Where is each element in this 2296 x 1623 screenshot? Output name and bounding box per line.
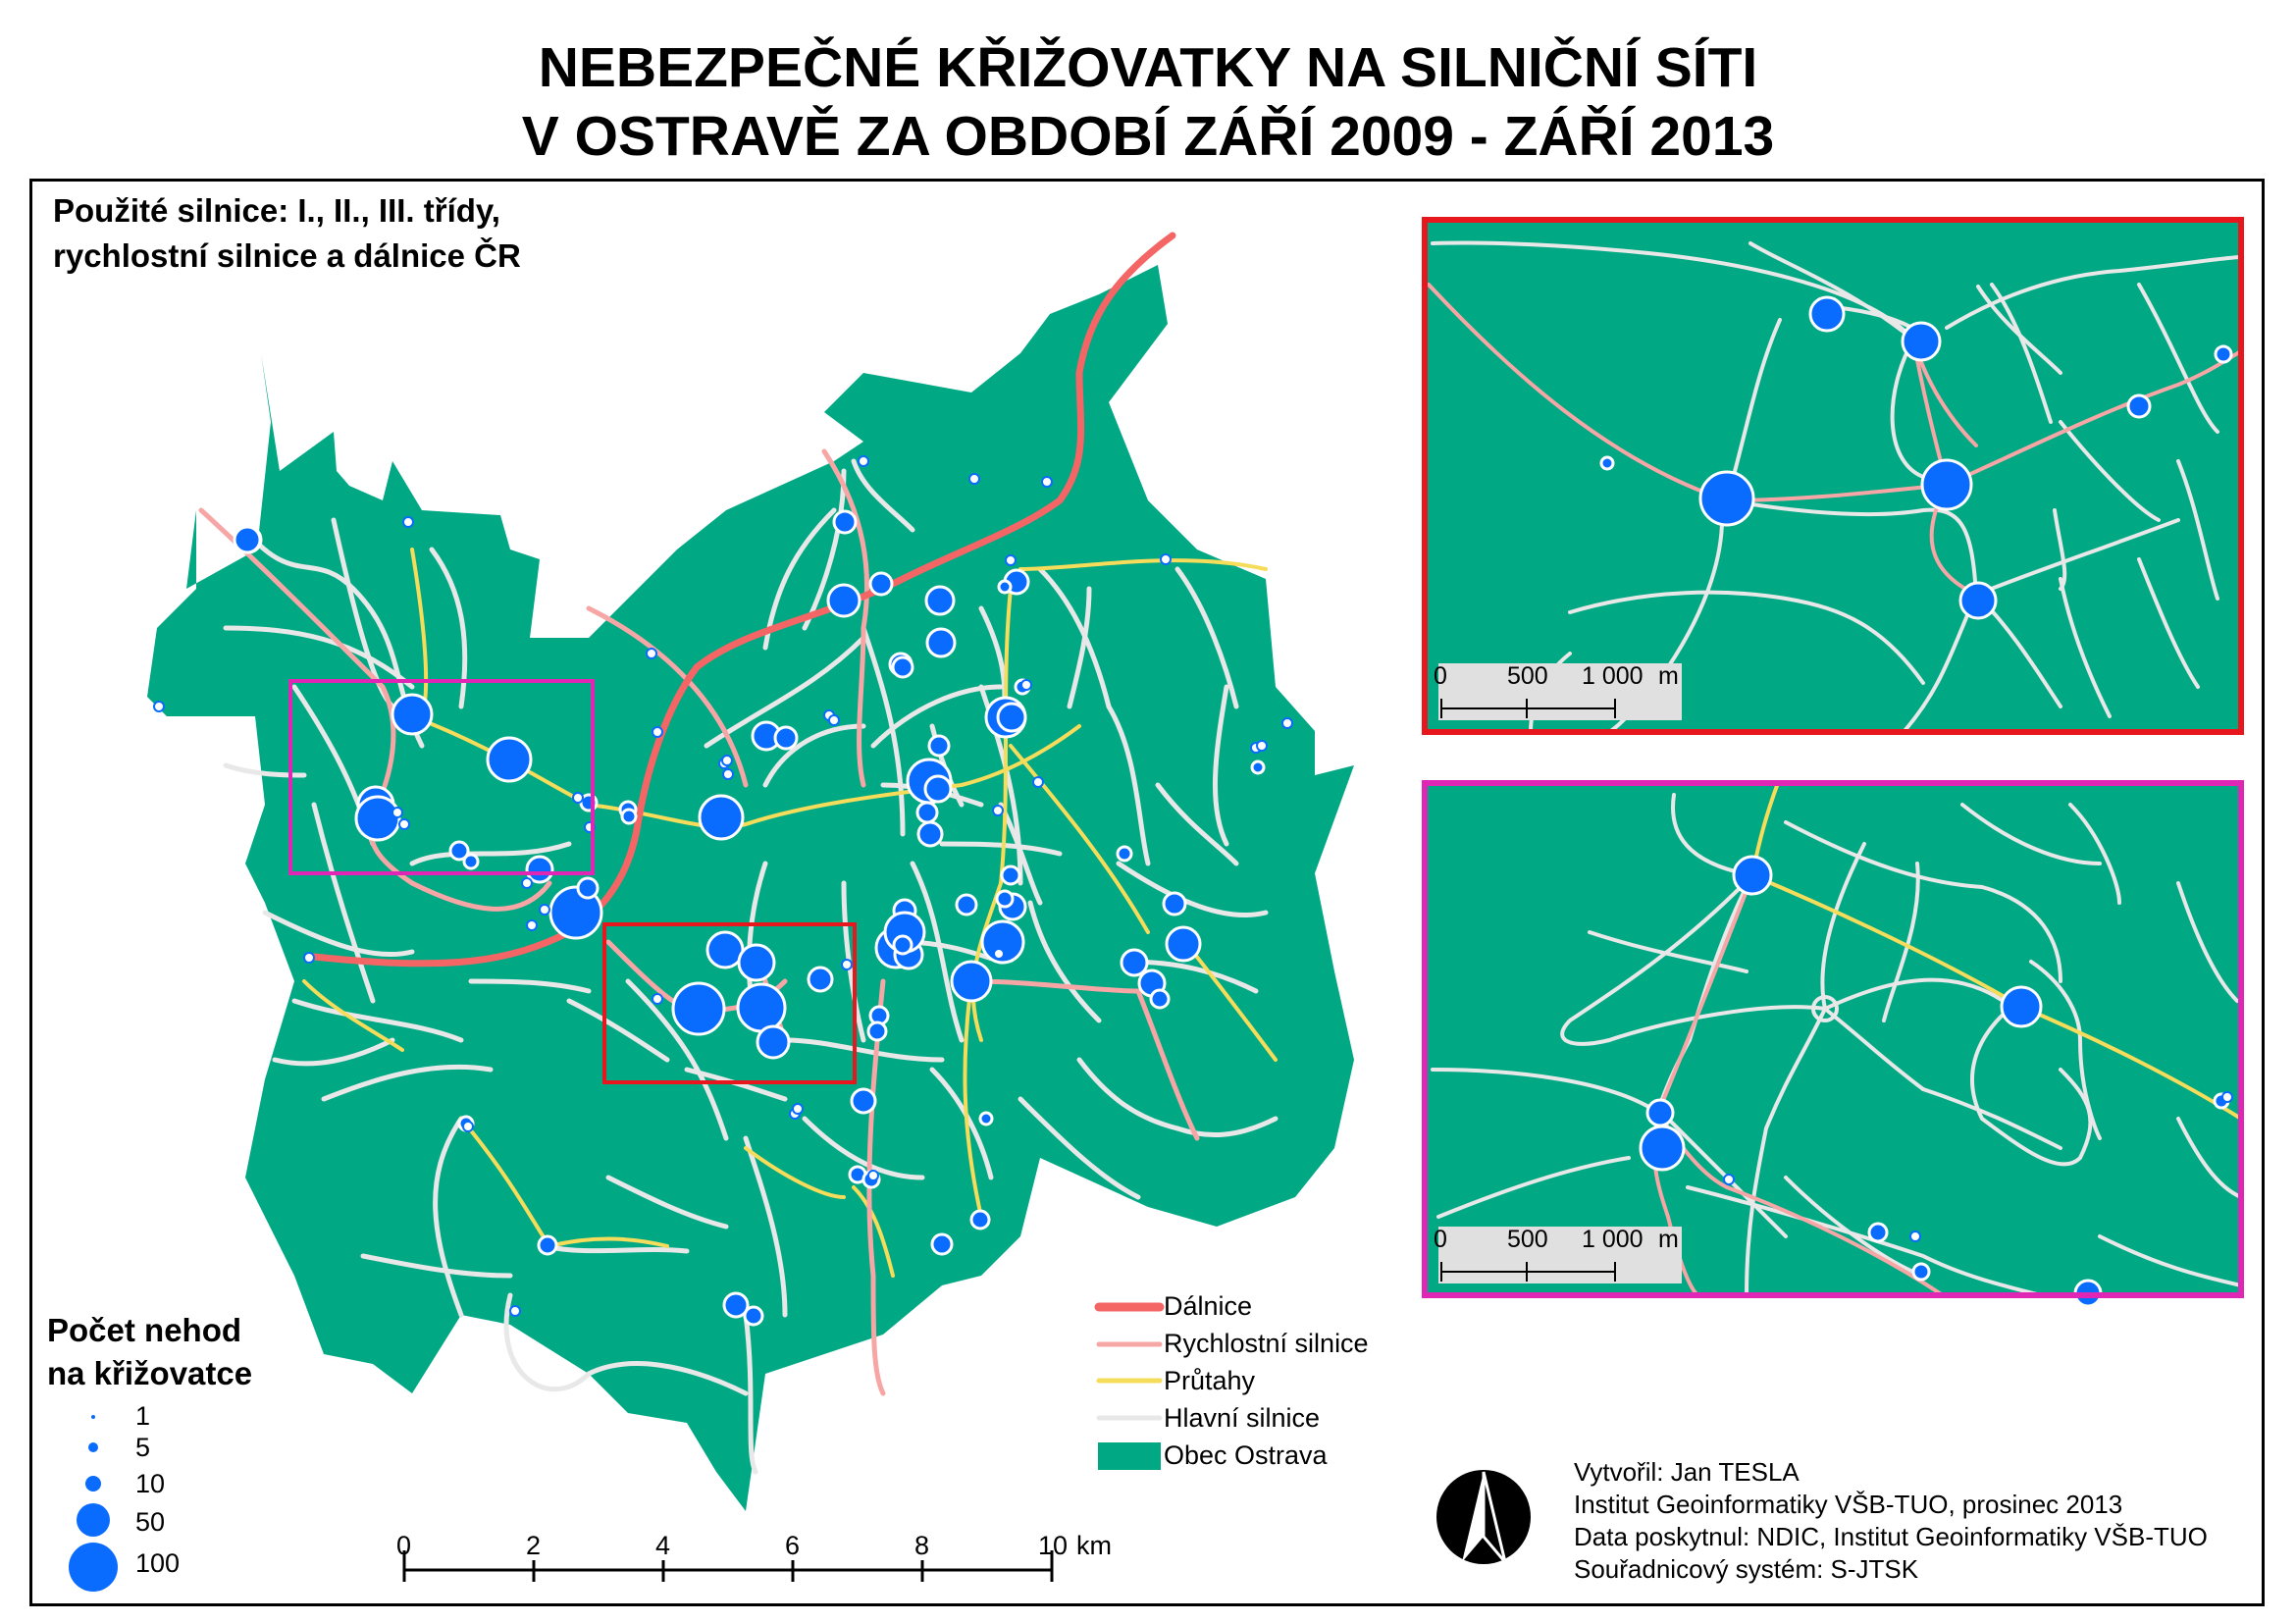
accident-dot xyxy=(809,968,832,991)
accident-dot xyxy=(757,1026,789,1058)
accident-dot xyxy=(738,984,785,1031)
magenta-scale-unit: m xyxy=(1658,1226,1679,1253)
accident-dot xyxy=(926,587,954,614)
accident-dot xyxy=(952,962,991,1001)
accident-dot xyxy=(723,769,733,779)
accident-dot xyxy=(957,895,976,915)
legend-municipality-swatch xyxy=(1098,1442,1161,1470)
accident-dot xyxy=(929,736,949,756)
main-scale-tick-6: 6 xyxy=(785,1531,801,1560)
accident-dot xyxy=(932,1234,952,1254)
accident-dot xyxy=(969,474,979,484)
legend-label-1: 1 xyxy=(135,1401,151,1431)
subtitle-line-2: rychlostní silnice a dálnice ČR xyxy=(53,237,521,274)
legend-dot-5 xyxy=(88,1442,98,1452)
accident-dot xyxy=(1282,718,1292,728)
accident-dot xyxy=(1257,741,1267,751)
accident-dot xyxy=(1006,555,1016,565)
accident-dot xyxy=(2222,1092,2232,1102)
accident-dot xyxy=(652,994,662,1004)
title-line-1: NEBEZPEČNÉ KŘIŽOVATKY NA SILNIČNÍ SÍTI xyxy=(538,36,1758,99)
main-scale-tick-8: 8 xyxy=(914,1531,930,1560)
accident-dot xyxy=(1700,472,1753,525)
legend-municipality-label: Obec Ostrava xyxy=(1164,1440,1328,1470)
accident-dot xyxy=(1122,950,1147,975)
legend-label-5: 5 xyxy=(135,1433,151,1462)
accident-dot xyxy=(998,704,1025,731)
accident-dot xyxy=(829,715,839,725)
legend-label-10: 10 xyxy=(135,1469,166,1498)
accident-dot xyxy=(1960,583,1996,618)
accident-dot xyxy=(775,727,797,749)
red-scale-unit: m xyxy=(1658,662,1679,690)
inset-magenta-scalebar-bg xyxy=(1438,1227,1682,1283)
accident-dot xyxy=(1033,777,1043,787)
magenta-scale-tick-0: 0 xyxy=(1434,1226,1447,1253)
accident-dot xyxy=(1734,857,1771,894)
legend-dot-50 xyxy=(77,1503,110,1537)
main-scale-tick-4: 4 xyxy=(655,1531,671,1560)
accident-dot xyxy=(154,702,164,711)
subtitle-line-1: Použité silnice: I., II., III. třídy, xyxy=(53,192,500,229)
accident-dot xyxy=(793,1104,803,1114)
accident-dot xyxy=(980,1113,992,1125)
accident-dot xyxy=(539,1236,556,1254)
main-scale-unit: km xyxy=(1076,1531,1112,1560)
accident-dot xyxy=(1167,927,1200,961)
accident-dot xyxy=(1021,680,1031,690)
credits-block xyxy=(1574,1456,2208,1586)
credits-data: Data poskytnul: NDIC, Institut Geoinformatiky VŠB-TUO xyxy=(1574,1522,2208,1551)
accident-dot xyxy=(1118,847,1131,861)
accident-dot xyxy=(997,891,1013,907)
main-scale-tick-0: 0 xyxy=(396,1531,412,1560)
accident-dot xyxy=(859,456,868,466)
credits-institute: Institut Geoinformatiky VŠB-TUO, prosinec 2013 xyxy=(1574,1490,2123,1519)
red-scale-tick-500: 500 xyxy=(1507,662,1548,690)
main-scale-tick-2: 2 xyxy=(526,1531,542,1560)
main-scale-tick-10: 10 xyxy=(1038,1531,1069,1560)
inset-red-scalebar-bg xyxy=(1438,663,1682,720)
title-line-2: V OSTRAVĚ ZA OBDOBÍ ZÁŘÍ 2009 - ZÁŘÍ 2013 xyxy=(521,105,1775,168)
accident-dot xyxy=(1910,1231,1920,1241)
accident-dot xyxy=(999,581,1011,593)
accident-dot xyxy=(578,878,598,898)
accident-dot xyxy=(1151,990,1169,1008)
accident-dot xyxy=(745,1307,762,1325)
accident-dot xyxy=(399,819,409,829)
legend-dot-10 xyxy=(85,1476,101,1492)
accident-dot xyxy=(392,808,402,817)
legend-main-road-label: Hlavní silnice xyxy=(1164,1403,1321,1433)
accident-dot xyxy=(527,920,537,930)
accident-dot xyxy=(2002,987,2041,1026)
accident-dot xyxy=(868,1171,878,1180)
accident-dot xyxy=(540,905,549,915)
accident-dot xyxy=(1641,1126,1684,1170)
accident-dot xyxy=(2128,395,2150,417)
magenta-scale-tick-500: 500 xyxy=(1507,1226,1548,1253)
accident-dot xyxy=(925,776,951,802)
accident-dot xyxy=(1647,1100,1673,1126)
credits-author: Vytvořil: Jan TESLA xyxy=(1574,1457,1800,1487)
accident-dot xyxy=(304,953,314,963)
accident-dot xyxy=(993,806,1003,815)
legend-expressway-label: Rychlostní silnice xyxy=(1164,1329,1369,1358)
accident-dot xyxy=(1913,1264,1929,1280)
legend-dot-100 xyxy=(69,1543,118,1592)
accident-dot xyxy=(1042,477,1052,487)
accident-dot xyxy=(1922,460,1971,509)
legend-label-100: 100 xyxy=(135,1548,181,1578)
accident-dot xyxy=(1903,323,1940,360)
accident-dot xyxy=(842,960,852,969)
map-subtitle xyxy=(53,188,521,279)
accident-legend-title-1: Počet nehod xyxy=(47,1312,242,1348)
accident-dot xyxy=(527,857,552,882)
accident-legend-title-2: na křižovatce xyxy=(47,1355,253,1391)
accident-dot xyxy=(652,727,662,737)
accident-dot xyxy=(464,855,478,868)
accident-dot xyxy=(868,1022,886,1040)
accident-dot xyxy=(1810,297,1844,331)
accident-legend-symbols xyxy=(69,1415,118,1592)
accident-dot xyxy=(2216,346,2231,362)
accident-dot xyxy=(522,878,532,888)
accident-dot xyxy=(918,822,942,846)
accident-dot xyxy=(392,695,432,734)
accident-dot xyxy=(673,983,724,1034)
accident-dot xyxy=(927,629,955,656)
accident-dot xyxy=(894,936,912,954)
inset-red xyxy=(1425,220,2241,732)
accident-dot xyxy=(1601,457,1613,469)
accident-dot xyxy=(870,573,892,595)
accident-dot xyxy=(828,585,860,616)
accident-dot xyxy=(917,803,937,822)
accident-dot xyxy=(739,945,774,980)
legend-transit-label: Průtahy xyxy=(1164,1366,1256,1395)
accident-dot xyxy=(1869,1224,1887,1241)
accident-dot xyxy=(852,1089,875,1113)
north-arrow-icon xyxy=(1436,1470,1531,1564)
accident-dot xyxy=(971,1211,989,1229)
main-scalebar xyxy=(404,1550,1052,1582)
accident-dot xyxy=(356,797,399,840)
accident-dot xyxy=(893,657,913,677)
accident-dot xyxy=(700,796,743,839)
accident-dot xyxy=(622,810,636,823)
accident-dot xyxy=(403,517,413,527)
red-scale-tick-1000: 1 000 xyxy=(1582,662,1644,690)
accident-dot xyxy=(994,949,1004,959)
red-scale-tick-0: 0 xyxy=(1434,662,1447,690)
accident-dot xyxy=(647,649,656,658)
accident-dot xyxy=(1161,554,1171,564)
accident-dot xyxy=(1002,866,1019,884)
accident-dot xyxy=(488,738,531,781)
legend-motorway-label: Dálnice xyxy=(1164,1291,1253,1321)
road-legend-symbols xyxy=(1098,1307,1161,1470)
accident-dot xyxy=(235,527,260,552)
accident-dot xyxy=(834,511,856,533)
accident-dot xyxy=(722,756,732,765)
legend-label-50: 50 xyxy=(135,1507,166,1537)
legend-dot-1 xyxy=(91,1415,95,1419)
credits-crs: Souřadnicový systém: S-JTSK xyxy=(1574,1554,1919,1584)
accident-dot xyxy=(1252,761,1264,773)
accident-legend-title xyxy=(47,1309,252,1395)
accident-dot xyxy=(463,1122,473,1131)
magenta-scale-tick-1000: 1 000 xyxy=(1582,1226,1644,1253)
accident-dot xyxy=(1724,1175,1734,1184)
accident-dot xyxy=(573,793,583,803)
accident-dot xyxy=(1164,893,1185,915)
accident-dot xyxy=(510,1306,520,1316)
